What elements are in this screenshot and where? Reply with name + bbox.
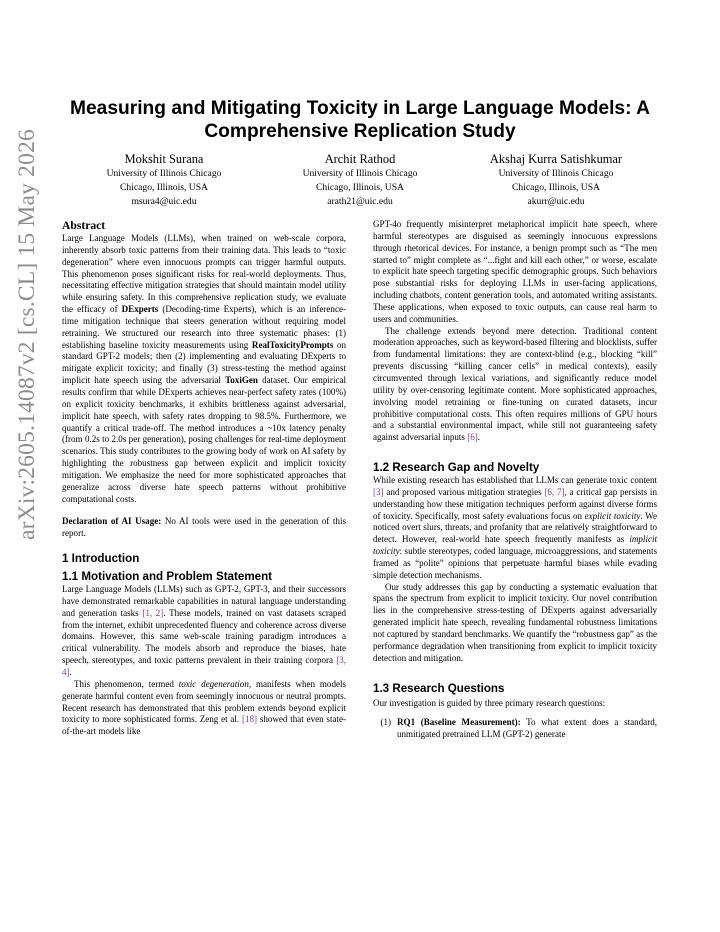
author-email: arath21@uic.edu — [327, 196, 393, 207]
subsection-heading-research-gap: 1.2 Research Gap and Novelty — [373, 461, 540, 475]
author-location: Chicago, Illinois, USA — [512, 182, 600, 193]
bold-term: ToxiGen — [225, 375, 258, 386]
paragraph — [373, 326, 657, 444]
text-run: dataset. Our empirical results confirm that while DExperts achieves near-perfect safety rates (100%) on explicit toxicity benchmarks, it exhibits brittleness against adversarial, implicit hate speech, with safety rates dropping to 98.5%. Furthermore, we quantify a critical trade-off. The method introduces a ~10x latency penalty (from 0.2s to 2.0s per generation), posing challenges for real-time deployment scenarios. This study contributes to the growing body of work on AI safety by highlighting the robustness gap between explicit and implicit toxicity mitigation. We emphasize the need for more sophisticated approaches that generalize across diverse hate speech patterns without prohibitive computational costs. — [62, 375, 346, 504]
text-run: , manifests when models generate harmful content even from seemingly innocuous or neutral prompts. Recent research has demonstrated that this problem extends beyond explicit toxicity to more sophisticated forms. Zeng et al. — [62, 678, 347, 725]
paragraph — [62, 584, 346, 679]
author-3 — [456, 152, 656, 209]
author-email: akurr@uic.edu — [527, 196, 585, 207]
text-run: Large Language Models (LLMs), when trained on web-scale corpora, inherently absorb toxic patterns from their training data. This leads to “toxic degeneration” where even innocuous prompts can trigger harmful outputs. This phenomenon poses significant risks for real-world deployments. Thus, necessitating effective mitigation strategies that should maintain model utility while ensuring safety. In this comprehensive replication study, we evaluate the efficacy of — [62, 233, 346, 315]
author-affiliation: University of Illinois Chicago — [106, 168, 222, 179]
text-run: and proposed various mitigation strategies — [383, 486, 545, 497]
text-run: While existing research has established that LLMs can generate toxic content — [373, 475, 657, 486]
text-run: showed that even state-of-the-art models like — [62, 714, 347, 737]
citation-link[interactable]: [18] — [241, 714, 258, 725]
text-run: . — [477, 432, 481, 443]
paragraph: Our investigation is guided by three primary research questions: — [373, 697, 606, 708]
author-location: Chicago, Illinois, USA — [316, 182, 404, 193]
arxiv-identifier: arXiv:2605.14087v2 [cs.CL] 15 May 2026 — [14, 129, 40, 540]
ai-usage-text: No AI tools were used in the generation of this report. — [62, 516, 346, 539]
subsection-heading-motivation: 1.1 Motivation and Problem Statement — [62, 570, 273, 584]
paper-title: Measuring and Mitigating Toxicity in Large Language Models: A Comprehensive Replication Study — [70, 98, 650, 142]
abstract-text — [62, 233, 346, 505]
text-run: , a critical gap persists in understanding how these mitigation techniques perform against diverse forms of toxicity. Specifically, most safety evaluations focus on — [373, 486, 657, 521]
citation-link[interactable]: [3] — [373, 486, 384, 497]
author-name: Akshaj Kurra Satishkumar — [489, 152, 623, 166]
list-item-text — [397, 717, 657, 741]
citation-link[interactable]: [3, 4] — [62, 655, 346, 677]
right-column — [373, 219, 657, 741]
list-number: (1) — [380, 717, 391, 728]
author-2 — [260, 152, 460, 209]
paragraph-continued — [373, 219, 657, 326]
text-run: on standard GPT-2 models; then (2) implementing and evaluating DExperts to mitigate explicit toxicity; and finally (3) stress-testing the method against implicit hate speech using the adversarial — [62, 339, 347, 386]
italic-term: implicit toxicity — [373, 534, 657, 557]
question-label: RQ1 (Baseline Measurement): — [397, 717, 521, 728]
left-column — [62, 219, 346, 738]
text-run: To what extent does a standard, unmitigated pretrained LLM (GPT-2) generate — [397, 717, 657, 740]
research-question-1 — [373, 717, 657, 741]
text-run: GPT-4o frequently misinterpret metaphorical implicit hate speech, where harmful stereotypes are disguised as seemingly innocuous expressions through rhetorical devices. For instance, a benign prompt such as “The men started to” might complete as “...fight and kill each other,” or worse, escalate to explicit hate speech targeting specific demographic groups. Such behaviors pose substantial risks for deploying LLMs in user-facing applications, including chatbots, content generation tools, and automated writing assistants. These applications, when exposed to toxic outputs, can cause real harm to users and communities. — [373, 219, 657, 324]
paragraph: Our study addresses this gap by conducting a systematic evaluation that spans the spectrum from explicit to implicit toxicity. Our novel contribution lies in the comprehensive stress-testing of DExperts against adversarially generated implicit hate speech, revealing fundamental robustness limitations not captured by standard benchmarks. We quantify the “robustness gap” as the performance degradation when transitioning from explicit to implicit toxicity detection and mitigation. — [373, 581, 657, 663]
citation-link[interactable]: [6, 7] — [544, 486, 565, 497]
bold-term: RealToxicityPrompts — [251, 339, 334, 350]
author-1 — [64, 152, 264, 209]
ai-usage-label: Declaration of AI Usage: — [62, 516, 162, 527]
paragraph — [62, 679, 346, 738]
text-run: (Decoding-time Experts), which is an inference-time mitigation technique that steers generation without requiring model retraining. We structured our research into three systematic phases: (1) establishing baseline toxicity measurements using — [62, 304, 346, 350]
ai-usage-declaration — [62, 516, 346, 540]
author-affiliation: University of Illinois Chicago — [302, 168, 418, 179]
text-run: This phenomenon, termed — [74, 678, 179, 689]
citation-link[interactable]: [6] — [467, 432, 478, 443]
paragraph — [373, 475, 657, 582]
author-affiliation: University of Illinois Chicago — [498, 168, 614, 179]
author-name: Mokshit Surana — [124, 152, 204, 166]
bold-term: DExperts — [121, 304, 159, 315]
author-location: Chicago, Illinois, USA — [120, 182, 208, 193]
author-name: Archit Rathod — [324, 152, 396, 166]
text-run: : subtle stereotypes, coded language, microaggressions, and statements framed as “polite” opinions that perpetuate harmful biases while evading simple detection mechanisms. — [373, 546, 657, 580]
section-heading-introduction: 1 Introduction — [62, 552, 140, 566]
text-run: The challenge extends beyond mere detection. Traditional content moderation approaches, such as keyword-based filtering and blocklists, suffer from fundamental limitations: they are context-blind (e.g., blocking “kill” prevents discussing “killing cancer cells” in medical contexts), easily circumvented through lexical variations, and significantly reduce model utility by over-censoring legitimate content. More sophisticated approaches, involving model retraining or fine-tuning on curated datasets, incur prohibitive computational costs. This often requires millions of GPU hours and a substantial environmental impact, while still not guaranteeing safety against adversarial inputs — [373, 325, 657, 443]
text-run: . These models, trained on vast datasets scraped from the internet, exhibit unprecedented fluency and coherence across diverse domains. However, this same web-scale training paradigm introduces a critical vulnerability. The models absorb and reproduce the biases, hate speech, stereotypes, and toxic patterns prevalent in their training corpora — [62, 607, 346, 666]
text-run: . We noticed overt slurs, threats, and profanity that are relatively straightforward to detect. However, real-world hate speech frequently manifests as — [373, 510, 657, 545]
abstract-heading: Abstract — [62, 219, 106, 232]
text-run: Large Language Models (LLMs) such as GPT-2, GPT-3, and their successors have demonstrated remarkable capabilities in natural language understanding and generation tasks — [62, 584, 346, 618]
subsection-heading-research-questions: 1.3 Research Questions — [373, 681, 505, 695]
author-email: msura4@uic.edu — [131, 196, 197, 207]
italic-term: explicit toxicity — [584, 510, 641, 521]
text-run: . — [69, 667, 72, 677]
citation-link[interactable]: [1, 2] — [142, 607, 164, 618]
italic-term: toxic degeneration — [178, 678, 249, 689]
